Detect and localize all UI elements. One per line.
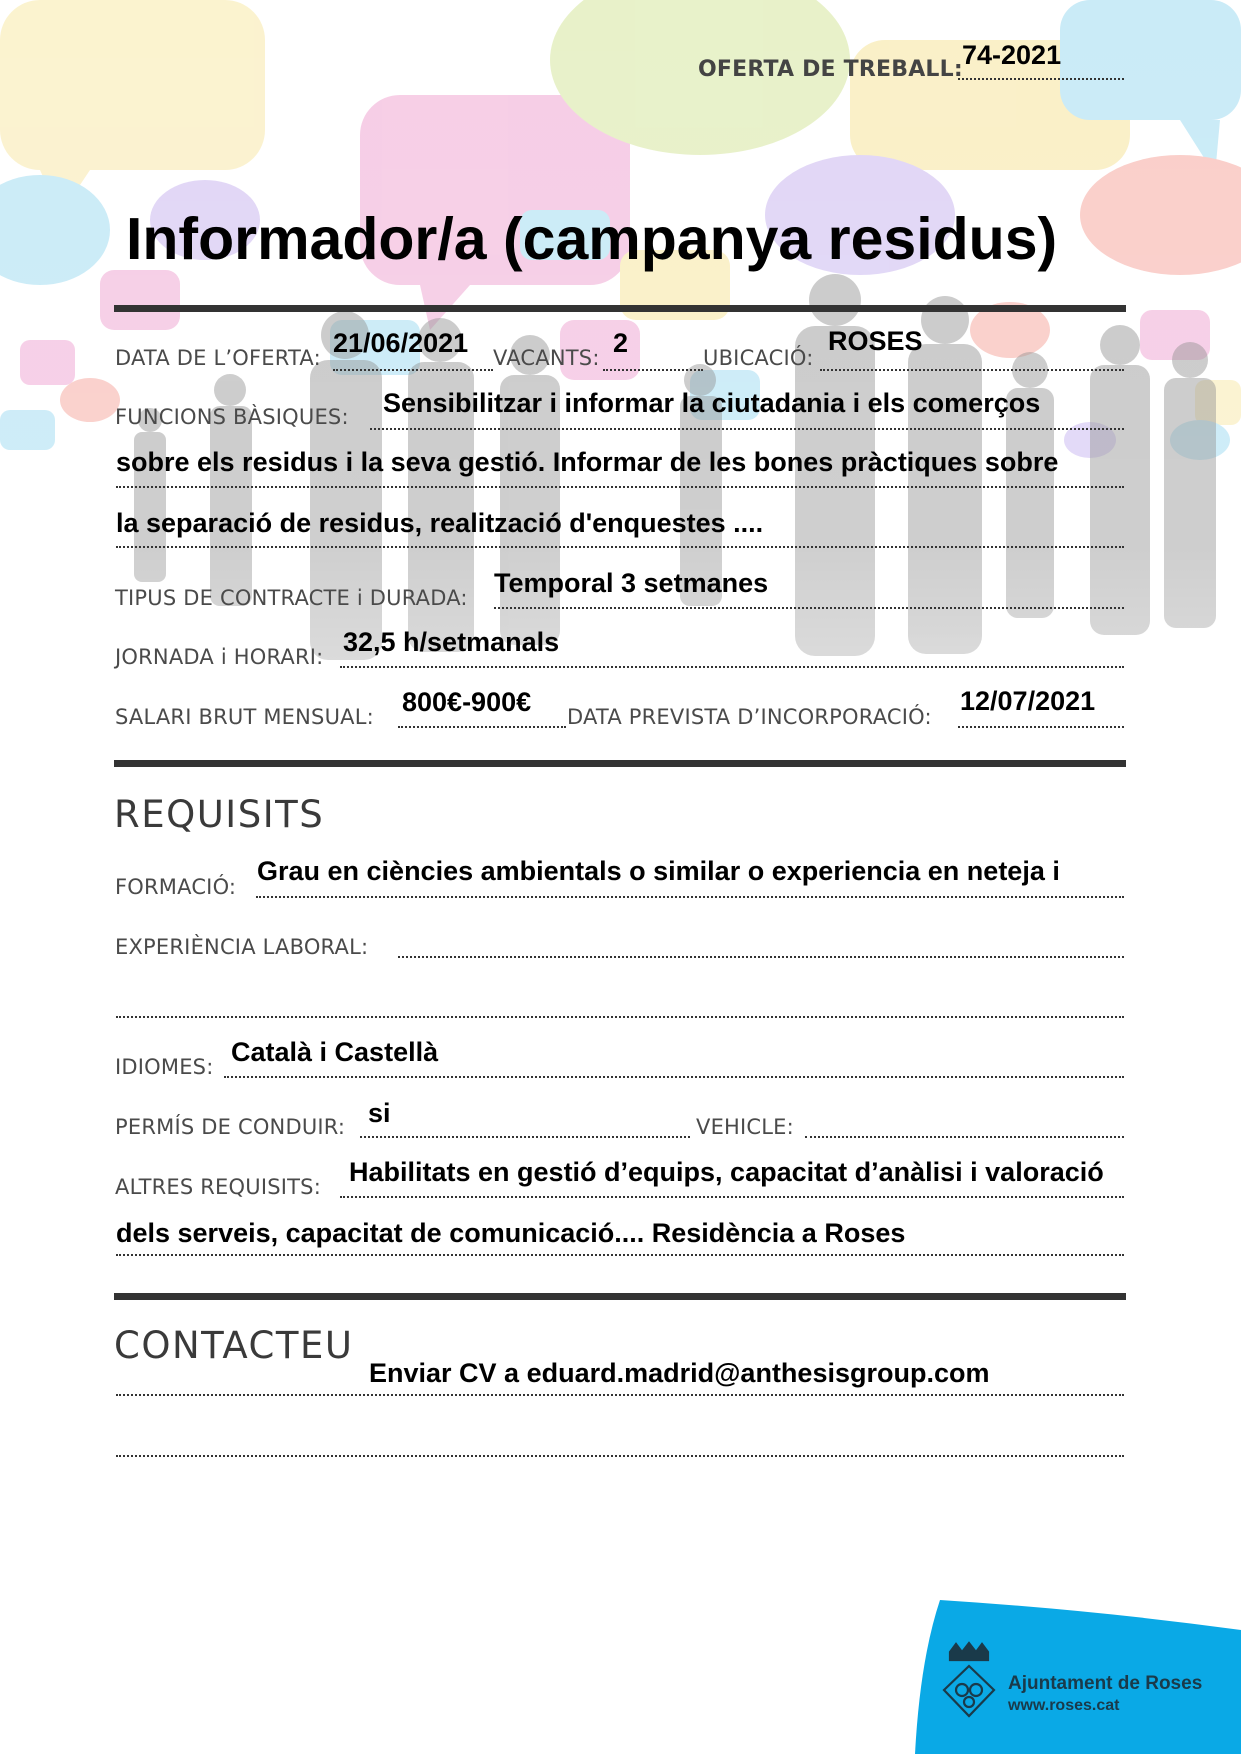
- contacte-dots-2: [116, 1455, 1124, 1457]
- incorporacio-value: 12/07/2021: [960, 686, 1096, 716]
- funcions-dots-3: [116, 546, 1124, 548]
- incorporacio-label: DATA PREVISTA D’INCORPORACIÓ:: [567, 705, 932, 729]
- funcions-dots-2: [116, 486, 1124, 488]
- vacants-label: VACANTS:: [493, 346, 600, 370]
- jornada-dots: [340, 666, 1124, 668]
- altres-line-1: Habilitats en gestió d’equips, capacitat d’anàlisi i valoració: [349, 1157, 1104, 1187]
- permis-value: si: [368, 1098, 391, 1128]
- salari-dots: [398, 726, 566, 728]
- ubicacio-label: UBICACIÓ:: [703, 346, 814, 370]
- experiencia-dots-2: [116, 1016, 1124, 1018]
- experiencia-label: EXPERIÈNCIA LABORAL:: [115, 935, 369, 959]
- contracte-label: TIPUS DE CONTRACTE i DURADA:: [115, 586, 468, 610]
- formacio-value-wrap: [257, 856, 1124, 890]
- ubicacio-dots: [820, 369, 1124, 371]
- data-oferta-value: 21/06/2021: [333, 328, 469, 358]
- data-oferta-label: DATA DE L’OFERTA:: [115, 346, 321, 370]
- funcions-line-3: la separació de residus, realització d'enquestes ....: [116, 508, 764, 538]
- divider-middle: [114, 760, 1126, 767]
- divider-top: [114, 305, 1126, 312]
- experiencia-dots-1: [398, 956, 1124, 958]
- roses-shield-icon: [938, 1640, 1000, 1720]
- jornada-value: 32,5 h/setmanals: [343, 627, 560, 657]
- idiomes-label: IDIOMES:: [115, 1055, 214, 1079]
- contacteu-heading: CONTACTEU: [114, 1324, 354, 1367]
- footer-url[interactable]: www.roses.cat: [1008, 1697, 1120, 1714]
- page-title: Informador/a (campanya residus): [126, 206, 1058, 272]
- contracte-dots: [494, 607, 1124, 609]
- idiomes-value: Català i Castellà: [231, 1037, 439, 1067]
- incorporacio-dots: [958, 726, 1124, 728]
- altres-label: ALTRES REQUISITS:: [115, 1175, 321, 1199]
- salari-value: 800€-900€: [402, 687, 532, 717]
- funcions-label: FUNCIONS BÀSIQUES:: [115, 405, 349, 429]
- funcions-line-1: Sensibilitzar i informar la ciutadania i els comerços: [383, 388, 1041, 418]
- funcions-line-2: sobre els residus i la seva gestió. Informar de les bones pràctiques sobre: [116, 447, 1059, 477]
- altres-dots-2: [116, 1254, 1124, 1256]
- altres-line-1-wrap: [349, 1157, 1124, 1191]
- funcions-line-2-wrap: [116, 447, 1124, 481]
- formacio-label: FORMACIÓ:: [115, 875, 237, 899]
- permis-dots: [360, 1136, 690, 1138]
- salari-label: SALARI BRUT MENSUAL:: [115, 705, 374, 729]
- offer-number: 74-2021: [962, 40, 1062, 70]
- formacio-value: Grau en ciències ambientals o similar o experiencia en neteja i: [257, 856, 1060, 886]
- vehicle-label: VEHICLE:: [696, 1115, 794, 1139]
- vacants-value: 2: [613, 328, 629, 358]
- jornada-label: JORNADA i HORARI:: [115, 645, 324, 669]
- offer-label: OFERTA DE TREBALL:: [698, 57, 963, 82]
- altres-line-2: dels serveis, capacitat de comunicació.... Residència a Roses: [116, 1218, 906, 1248]
- offer-dots: [958, 78, 1124, 80]
- formacio-dots: [256, 896, 1124, 898]
- permis-label: PERMÍS DE CONDUIR:: [115, 1115, 346, 1139]
- data-oferta-dots: [333, 369, 493, 371]
- contacte-value[interactable]: Enviar CV a eduard.madrid@anthesisgroup.com: [369, 1358, 990, 1388]
- footer-org-name: Ajuntament de Roses: [1008, 1673, 1203, 1694]
- idiomes-dots: [224, 1076, 1124, 1078]
- divider-bottom: [114, 1293, 1126, 1300]
- altres-dots-1: [340, 1196, 1124, 1198]
- contracte-value: Temporal 3 setmanes: [494, 568, 769, 598]
- funcions-dots-1: [370, 428, 1124, 430]
- vehicle-dots: [805, 1136, 1124, 1138]
- vacants-dots: [603, 369, 703, 371]
- requisits-heading: REQUISITS: [114, 793, 325, 836]
- contacte-dots-1: [116, 1394, 1124, 1396]
- ubicacio-value: ROSES: [828, 326, 923, 356]
